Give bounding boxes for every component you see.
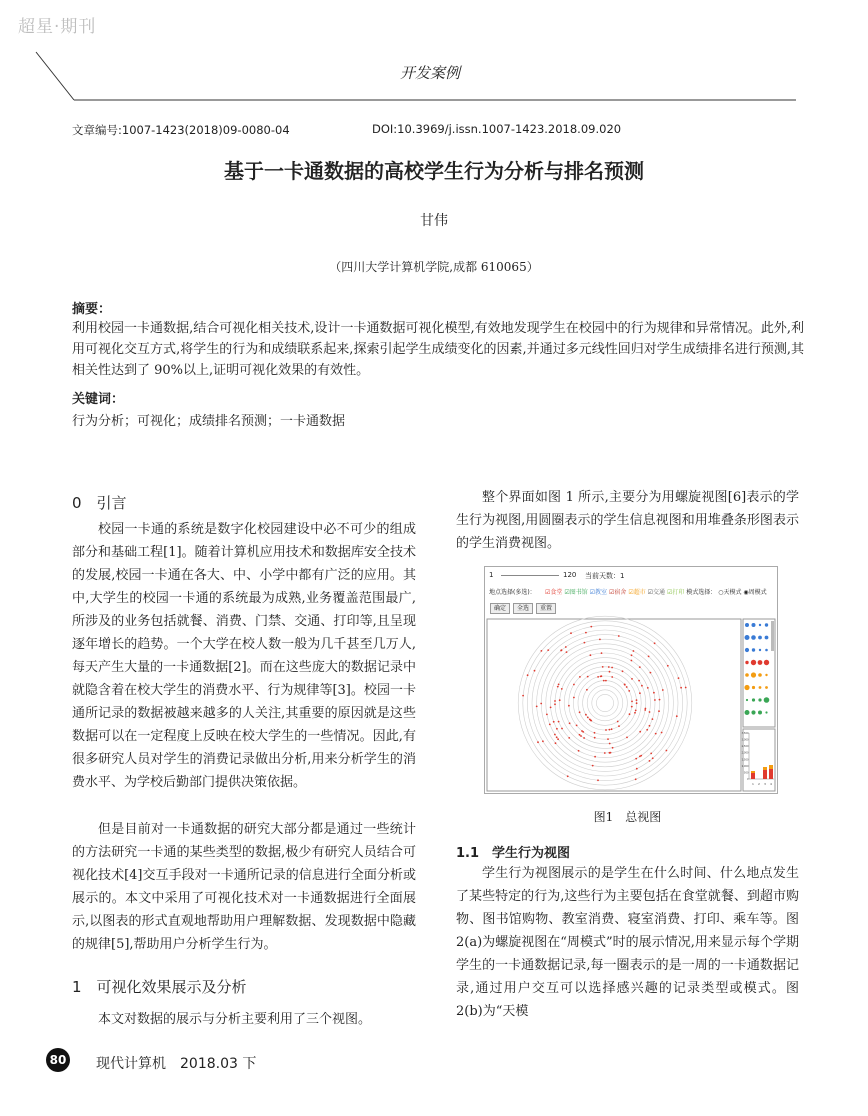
spiral-event-dot	[609, 743, 611, 745]
spiral-event-dot	[589, 719, 591, 721]
spiral-event-dot	[612, 747, 614, 749]
section-1-paragraph-1: 本文对数据的展示与分析主要利用了三个视图。	[98, 1012, 372, 1027]
bar-segment-orange	[769, 765, 773, 769]
filter-label: 地点选择(多选)：	[489, 589, 536, 596]
spiral-event-dot	[585, 632, 587, 634]
mode-day[interactable]: ○天模式	[718, 589, 742, 596]
affiliation: （四川大学计算机学院,成都 610065）	[329, 260, 539, 274]
spiral-event-dot	[522, 695, 524, 697]
abstract-text: 利用校园一卡通数据,结合可视化相关技术,设计一卡通数据可视化模型,有效地发现学生在校园中的行为规律和异常情况。此外,利用可视化交互方式,将学生的行为和成绩联系起来,探索引起学生成绩变化的因素,并通过多元线性回归对学生成绩排名进行预测,其相关性达到了 90%以上,证明可视化效果的有效性。	[72, 321, 804, 378]
spiral-event-dot	[636, 702, 638, 704]
paper-title: 基于一卡通数据的高校学生行为分析与排名预测	[224, 159, 644, 183]
spiral-event-dot	[676, 715, 678, 717]
bar-y-tick-label: 500	[743, 771, 749, 775]
spiral-event-dot	[566, 651, 568, 653]
spiral-event-dot	[667, 665, 669, 667]
mode-label: 模式选择：	[686, 589, 717, 596]
bar-segment-red	[769, 769, 773, 779]
spiral-event-dot	[555, 742, 557, 744]
abstract-label: 摘要：	[72, 302, 112, 317]
spiral-event-dot	[649, 725, 651, 727]
spiral-event-dot	[631, 654, 633, 656]
bar-x-tick-label: 4	[770, 782, 772, 786]
spiral-event-dot	[546, 714, 548, 716]
spiral-event-dot	[604, 752, 606, 754]
student-info-circle	[746, 699, 748, 701]
spiral-event-dot	[650, 753, 652, 755]
bar-y-tick-label: 1,000	[741, 764, 749, 768]
spiral-event-dot	[594, 732, 596, 734]
spiral-event-dot	[655, 733, 657, 735]
student-info-circle	[758, 711, 762, 715]
info-scrollbar[interactable]	[771, 621, 774, 651]
spiral-event-dot	[605, 729, 607, 731]
spiral-event-dot	[608, 666, 610, 668]
spiral-event-dot	[659, 699, 661, 701]
spiral-event-dot	[652, 757, 654, 759]
section-1-title: 1 可视化效果展示及分析	[72, 978, 247, 996]
student-info-circle	[765, 636, 769, 640]
spiral-event-dot	[636, 768, 638, 770]
spiral-event-dot	[579, 711, 581, 713]
slider-min-label: 1	[489, 571, 494, 579]
bar-y-tick-label: 3,000	[741, 738, 749, 742]
student-info-circle	[752, 698, 755, 701]
spiral-event-dot	[557, 738, 559, 740]
spiral-event-dot	[641, 685, 643, 687]
spiral-event-dot	[547, 649, 549, 651]
student-info-view	[743, 619, 775, 727]
spiral-event-dot	[587, 676, 589, 678]
spiral-event-dot	[609, 752, 611, 754]
spiral-event-dot	[556, 728, 558, 730]
bar-segment-orange	[763, 767, 767, 770]
slider-max-label: 120	[563, 571, 577, 579]
filter-library[interactable]: ☑图书馆	[564, 589, 588, 596]
spiral-event-dot	[592, 765, 594, 767]
spiral-event-dot	[635, 710, 637, 712]
spiral-event-dot	[626, 737, 628, 739]
spiral-event-dot	[658, 710, 660, 712]
spiral-event-dot	[654, 699, 656, 701]
spiral-event-dot	[618, 635, 620, 637]
spiral-event-dot	[584, 642, 586, 644]
spiral-event-dot	[609, 729, 611, 731]
current-day-label: 当前天数：1	[585, 572, 625, 580]
student-info-circle	[759, 649, 761, 651]
spiral-event-dot	[561, 688, 563, 690]
spiral-event-dot	[609, 671, 611, 673]
spiral-event-dot	[662, 689, 664, 691]
spiral-event-dot	[640, 755, 642, 757]
section-1-1-paragraph: 学生行为视图展示的是学生在什么时间、什么地点发生了某些特定的行为,这些行为主要包括在食堂就餐、到超市购物、图书馆购物、教室消费、寝室消费、打印、乘车等。图 2(a)为螺旋视图在“周模式”时的展示情况,用来显示每个学期学生的一卡通数据记录,每一圈表示的是一周的一卡通数据记录,通过用户交互可以选择感兴趣的记录类型或模式。图 2(b)为“天模	[456, 866, 799, 1019]
spiral-event-dot	[631, 701, 633, 703]
spiral-event-dot	[585, 714, 587, 716]
filter-canteen[interactable]: ☑食堂	[545, 589, 563, 596]
spiral-event-dot	[558, 684, 560, 686]
spiral-event-dot	[582, 731, 584, 733]
student-info-circle	[745, 648, 749, 652]
spiral-event-dot	[536, 706, 538, 708]
spiral-event-dot	[631, 706, 633, 708]
spiral-event-dot	[569, 722, 571, 724]
student-info-circle	[751, 660, 756, 665]
spiral-event-dot	[603, 680, 605, 682]
keywords-label: 关键词：	[72, 392, 125, 407]
spiral-event-dot	[607, 738, 609, 740]
spiral-view	[487, 619, 741, 791]
bar-y-tick-label: 2,500	[741, 745, 749, 749]
spiral-event-dot	[617, 721, 619, 723]
student-info-circle	[758, 698, 761, 701]
spiral-event-dot	[611, 667, 613, 669]
consumption-view	[743, 729, 775, 791]
spiral-event-dot	[652, 718, 654, 720]
figure-1-caption: 图1 总视图	[593, 810, 662, 824]
student-info-circle	[759, 624, 761, 626]
spiral-event-dot	[646, 729, 648, 731]
day-slider[interactable]	[501, 575, 559, 576]
intro-paragraph: 整个界面如图 1 所示,主要分为用螺旋视图[6]表示的学生行为视图,用圆圈表示的学生信息视图和用堆叠条形图表示的学生消费视图。	[456, 490, 799, 551]
spiral-event-dot	[647, 687, 649, 689]
spiral-event-dot	[634, 712, 636, 714]
keywords-text: 行为分析；可视化；成绩排名预测；一卡通数据	[72, 414, 346, 429]
student-info-circle	[759, 686, 762, 689]
reset-button[interactable]: 重置	[536, 603, 556, 614]
spiral-event-dot	[653, 692, 655, 694]
spiral-event-dot	[639, 666, 641, 668]
student-info-circle	[758, 636, 762, 640]
spiral-event-dot	[628, 690, 630, 692]
student-info-circle	[765, 686, 768, 689]
spiral-event-dot	[590, 626, 592, 628]
student-info-circle	[745, 661, 748, 664]
spiral-event-dot	[594, 756, 596, 758]
student-info-circle	[745, 623, 749, 627]
spiral-event-dot	[586, 689, 588, 691]
spiral-event-dot	[565, 646, 567, 648]
spiral-event-dot	[549, 724, 551, 726]
spiral-event-dot	[537, 741, 539, 743]
filter-checkboxes[interactable]	[545, 587, 767, 596]
spiral-event-dot	[558, 721, 560, 723]
spiral-event-dot	[602, 666, 604, 668]
spiral-event-dot	[554, 703, 556, 705]
spiral-event-dot	[618, 725, 620, 727]
spiral-event-dot	[638, 680, 640, 682]
filter-print[interactable]: ☑打印	[666, 589, 685, 596]
section-label: 开发案例	[400, 64, 461, 82]
mode-week[interactable]: ◉周模式	[743, 589, 767, 596]
student-info-circle	[752, 623, 756, 627]
filter-classroom[interactable]: ☑教室	[589, 589, 608, 596]
spiral-event-dot	[554, 700, 556, 702]
spiral-event-dot	[611, 676, 613, 678]
spiral-event-dot	[579, 734, 581, 736]
spiral-event-dot	[568, 737, 570, 739]
spiral-event-dot	[644, 709, 646, 711]
bar-y-tick-label: 0	[746, 778, 749, 781]
bar-x-tick-label: 1	[752, 782, 754, 786]
author: 甘伟	[420, 213, 448, 229]
spiral-event-dot	[583, 737, 585, 739]
spiral-event-dot	[573, 684, 575, 686]
filter-market[interactable]: ☑超市	[628, 589, 646, 596]
spiral-event-dot	[599, 639, 601, 641]
spiral-event-dot	[527, 674, 529, 676]
spiral-event-dot	[648, 656, 650, 658]
spiral-event-dot	[557, 686, 559, 688]
spiral-event-dot	[639, 692, 641, 694]
spiral-event-dot	[650, 672, 652, 674]
spiral-event-dot	[594, 737, 596, 739]
spiral-event-dot	[590, 720, 592, 722]
bar-segment-red	[763, 770, 767, 779]
spiral-event-dot	[573, 697, 575, 699]
header-rule	[0, 0, 868, 110]
spiral-event-dot	[631, 660, 633, 662]
student-info-circle	[751, 710, 755, 714]
bar-segment-red	[751, 773, 755, 779]
spiral-event-dot	[629, 713, 631, 715]
student-info-circle	[752, 648, 755, 651]
student-info-circle	[765, 649, 768, 652]
bar-x-tick-label: 3	[764, 782, 766, 786]
figure-1	[484, 566, 778, 794]
student-info-circle	[765, 623, 768, 626]
student-info-circle	[745, 710, 750, 715]
spiral-event-dot	[580, 735, 582, 737]
page-number: 80	[46, 1048, 70, 1072]
spiral-event-dot	[541, 650, 543, 652]
student-info-circle	[758, 660, 763, 665]
student-info-circle	[765, 711, 767, 713]
spiral-event-dot	[633, 650, 635, 652]
student-info-circle	[751, 672, 756, 677]
spiral-event-dot	[649, 760, 651, 762]
filter-dorm[interactable]: ☑宿舍	[608, 589, 627, 596]
spiral-event-dot	[568, 705, 570, 707]
spiral-event-dot	[576, 725, 578, 727]
student-info-circle	[764, 660, 769, 665]
spiral-event-dot	[622, 670, 624, 672]
spiral-event-dot	[554, 734, 556, 736]
spiral-event-dot	[611, 728, 613, 730]
spiral-event-dot	[601, 652, 603, 654]
spiral-event-dot	[636, 699, 638, 701]
spiral-event-dot	[590, 654, 592, 656]
bar-segment-orange	[751, 771, 755, 773]
student-info-circle	[765, 674, 767, 676]
spiral-event-dot	[540, 703, 542, 705]
spiral-event-dot	[639, 731, 641, 733]
section-0-paragraph-1: 校园一卡通的系统是数字化校园建设中必不可少的组成部分和基础工程[1]。随着计算机应用技术和数据库安全技术的发展,校园一卡通在各大、中、小学中都有广泛的应用。其中,大学生的校园一卡通的系统最为成熟,业务覆盖范围最广,所涉及的业务包括就餐、消费、门禁、交通、打印等,且呈现逐年增长的趋势。一个大学在校人数一般为几千甚至几万人,每天产生大量的一卡通数据[2]。而在这些庞大的数据记录中就隐含着在校大学生的消费水平、行为规律等[3]。校园一卡通所记录的数据被越来越多的人关注,其重要的原因就是这些数据可以在一定程度上反映在校大学生的一些情况。因此,有很多研究人员对学生的消费记录做出分析,用来分析学生的消费水平、为学校后勤部门提供决策依据。	[72, 522, 416, 790]
journal-footer: 现代计算机 2018.03 下	[96, 1056, 257, 1072]
select-all-button[interactable]: 全选	[513, 603, 533, 614]
spiral-event-dot	[635, 778, 637, 780]
spiral-event-dot	[661, 732, 663, 734]
article-number: 文章编号:1007-1423(2018)09-0080-04	[72, 123, 290, 137]
student-info-circle	[751, 635, 756, 640]
student-info-circle	[758, 673, 762, 677]
spiral-event-dot	[626, 686, 628, 688]
bar-x-tick-label: 2	[758, 782, 760, 786]
section-0-paragraph-2: 但是目前对一卡通数据的研究大部分都是通过一些统计的方法研究一卡通的某些类型的数据,极少有研究人员结合可视化技术[4]交互手段对一卡通所记录的信息进行全面分析或展示的。本文中采用了可视化技术对一卡通数据进行全面展示,以图表的形式直观地帮助用户理解数据、发现数据中隐藏的规律[5],帮助用户分析学生行为。	[72, 822, 416, 952]
spiral-event-dot	[559, 699, 561, 701]
section-1-1-title: 1.1 学生行为视图	[456, 846, 571, 861]
spiral-event-dot	[600, 676, 602, 678]
spiral-event-dot	[560, 650, 562, 652]
spiral-event-dot	[578, 750, 580, 752]
watermark: 超星·期刊	[18, 17, 97, 37]
spiral-event-dot	[567, 775, 569, 777]
spiral-event-dot	[534, 670, 536, 672]
spiral-event-dot	[597, 676, 599, 678]
spiral-event-dot	[570, 632, 572, 634]
section-0-title: 0 引言	[72, 494, 127, 512]
bar-y-tick-label: 2,000	[741, 751, 749, 755]
spiral-event-dot	[649, 711, 651, 713]
spiral-event-dot	[550, 707, 552, 709]
spiral-event-dot	[685, 687, 687, 689]
spiral-event-dot	[579, 676, 581, 678]
doi: DOI:10.3969/j.issn.1007-1423.2018.09.020	[372, 122, 622, 136]
spiral-event-dot	[561, 728, 563, 730]
spiral-event-dot	[666, 750, 668, 752]
spiral-event-dot	[631, 678, 633, 680]
spiral-event-dot	[624, 684, 626, 686]
spiral-event-dot	[654, 642, 656, 644]
student-info-circle	[744, 685, 749, 690]
spiral-event-dot	[542, 740, 544, 742]
bar-y-tick-label: 3,500	[741, 732, 749, 735]
spiral-event-dot	[678, 677, 680, 679]
spiral-event-dot	[587, 717, 589, 719]
filter-transport[interactable]: ☑交通	[647, 589, 666, 596]
spiral-event-dot	[553, 721, 555, 723]
spiral-event-dot	[635, 758, 637, 760]
student-info-circle	[745, 635, 750, 640]
spiral-event-dot	[605, 680, 607, 682]
spiral-event-dot	[556, 736, 558, 738]
student-info-circle	[764, 697, 770, 703]
bar-y-tick-label: 1,500	[741, 758, 749, 762]
spiral-event-dot	[680, 687, 682, 689]
spiral-event-dot	[597, 779, 599, 781]
confirm-button[interactable]: 确定	[490, 603, 510, 614]
student-info-circle	[745, 673, 749, 677]
student-info-circle	[752, 686, 755, 689]
